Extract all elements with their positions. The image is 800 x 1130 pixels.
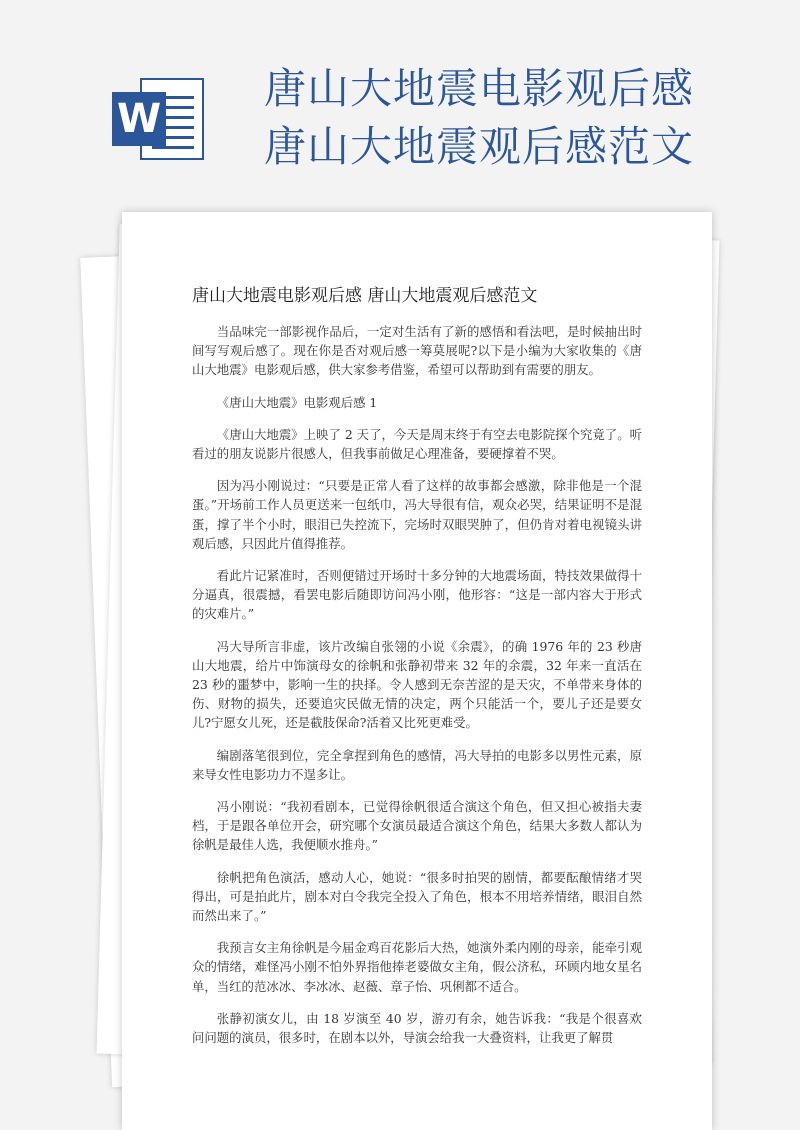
paragraph: 因为冯小刚说过：“只要是正常人看了这样的故事都会感激，除非他是一个混蛋。”开场前工作人员更送来一包纸巾，冯大导很有信，观众必哭，结果证明不是混蛋，撑了半个小时，眼泪已失控流下，完场时双眼哭肿了，但仍肯对着电视镜头讲观后感，只因此片值得推荐。 xyxy=(192,478,642,551)
document-page xyxy=(122,212,712,1130)
paragraph: 当品味完一部影视作品后，一定对生活有了新的感悟和看法吧，是时候抽出时间写写观后感了。现在你是否对观后感一筹莫展呢?以下是小编为大家收集的《唐山大地震》电影观后感，供大家参考借鉴，希望可以帮助到有需要的朋友。 xyxy=(192,324,642,378)
section-heading: 《唐山大地震》电影观后感 1 xyxy=(216,394,378,410)
header-title-line-2: 唐山大地震观后感范文 xyxy=(264,122,695,171)
paragraph: 徐帆把角色演活，感动人心，她说：“很多时拍哭的剧情，都要酝酿情绪才哭得出，可是拍此片，剧本对白令我完全投入了角色，根本不用培养情绪，眼泪自然而然出来了。” xyxy=(192,869,642,924)
header-title xyxy=(264,60,784,176)
document-title: 唐山大地震电影观后感 唐山大地震观后感范文 xyxy=(192,286,538,306)
header-title-line-1: 唐山大地震电影观后感 xyxy=(264,64,695,113)
paragraph: 《唐山大地震》上映了 2 天了，今天是周末终于有空去电影院探个究竟了。听看过的朋友说影片很感人，但我事前做足心理准备，要硬撑着不哭。 xyxy=(192,426,642,462)
header xyxy=(0,0,800,200)
document-body xyxy=(192,322,642,1060)
paragraph: 看此片记紧准时，否则便错过开场时十多分钟的大地震场面，特技效果做得十分逼真，很震撼，看罢电影后随即访问冯小刚，他形容：“这是一部内容大于形式的灾难片。” xyxy=(192,568,642,622)
word-badge: W xyxy=(112,92,166,146)
paragraph: 张静初演女儿，由 18 岁演至 40 岁，游刃有余，她告诉我：“我是个很喜欢问问题的演员，很多时，在剧本以外，导演会给我一大叠资料，让我更了解贯 xyxy=(192,1010,642,1046)
paragraph: 冯大导所言非虚，该片改编自张翎的小说《余震》，的确 1976 年的 23 秒唐山大地震，给片中饰演母女的徐帆和张静初带来 32 年的余震，32 年来一直活在 23 秒的噩梦中，影响一生的抉择。令人感到无奈苦涩的是天灾，不单带来身体的伤、财物的损失，还要追灾民做无情的决定，两个只能活一个，要儿子还是要女儿?宁愿女儿死，还是截肢保命?活着又比死更难受。 xyxy=(192,638,642,731)
paragraph: 我预言女主角徐帆是今届金鸡百花影后大热，她演外柔内刚的母亲，能牵引观众的情绪，难怪冯小刚不怕外界指他捧老婆做女主角，假公济私，环顾内地女星名单，当红的范冰冰、李冰冰、赵薇、章子怡、巩俐都不适合。 xyxy=(192,940,642,994)
paragraph: 编剧落笔很到位，完全拿捏到角色的感情，冯大导拍的电影多以男性元素，原来导女性电影功力不逞多让。 xyxy=(192,747,642,782)
word-icon xyxy=(112,74,212,164)
paragraph: 冯小刚说：“我初看剧本，已觉得徐帆很适合演这个角色，但又担心被指夫妻档，于是跟各单位开会，研究哪个女演员最适合演这个角色，结果大多数人都认为徐帆是最佳人选，我便顺水推舟。” xyxy=(192,799,642,853)
